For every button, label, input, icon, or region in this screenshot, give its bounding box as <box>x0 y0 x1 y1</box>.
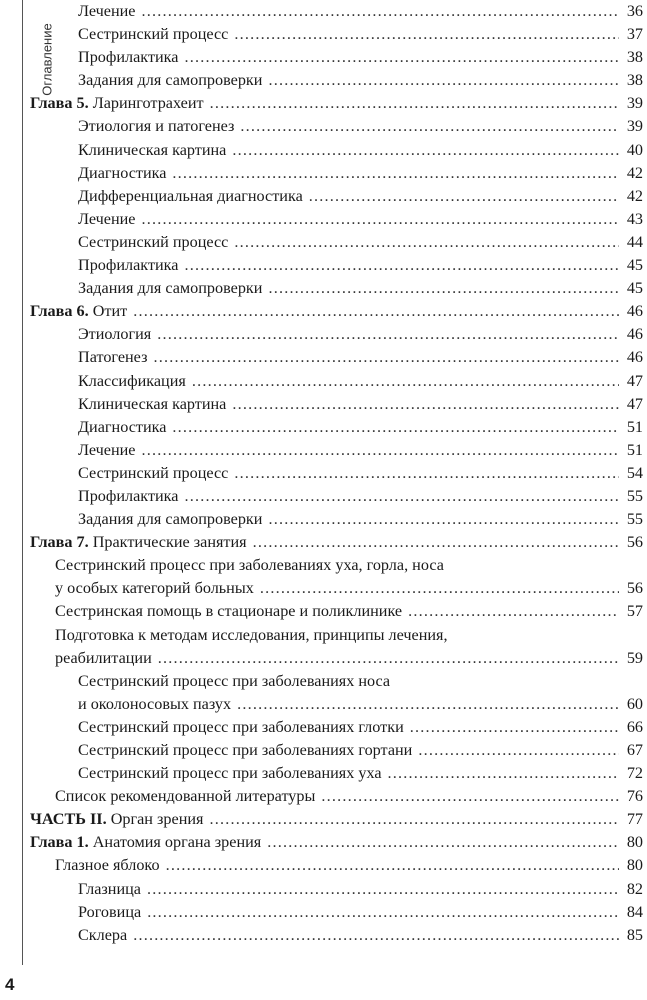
dot-leader <box>209 808 619 831</box>
toc-entry-title <box>30 831 261 854</box>
toc-entry[interactable] <box>30 277 643 300</box>
toc-page-number: 42 <box>626 163 643 182</box>
toc-entry[interactable] <box>30 508 643 531</box>
toc-page-number: 51 <box>626 440 643 459</box>
dot-leader <box>260 577 619 600</box>
toc-entry-title <box>30 531 247 554</box>
toc-entry-text: реабилитации <box>55 648 152 667</box>
toc-entry-title <box>78 924 127 947</box>
toc-page-number: 56 <box>626 533 643 552</box>
toc-entry-text: Сестринский процесс при заболеваниях уха, горла, носа <box>55 556 444 575</box>
dot-leader <box>234 462 619 485</box>
toc-page-number: 60 <box>626 694 643 713</box>
toc-entry[interactable] <box>30 854 643 877</box>
toc-entry-title <box>78 323 151 346</box>
toc-entry-title <box>55 854 160 877</box>
toc-entry[interactable] <box>30 69 643 92</box>
toc-entry-title <box>30 300 127 323</box>
toc-entry[interactable] <box>30 878 643 901</box>
toc-entry-text: Задания для самопроверки <box>78 279 263 298</box>
toc-entry-title <box>78 508 262 531</box>
dot-leader <box>192 370 619 393</box>
toc-entry-title <box>78 693 231 716</box>
toc-entry-text: Задания для самопроверки <box>78 71 263 90</box>
toc-page-number: 76 <box>626 787 643 806</box>
toc-entry-title <box>78 762 382 785</box>
toc-entry-title <box>55 624 448 647</box>
toc-entry-text: Глазница <box>78 879 141 898</box>
dot-leader <box>253 531 619 554</box>
toc-entry-text: Диагностика <box>78 417 167 436</box>
dot-leader <box>158 647 619 670</box>
toc-entry-text: Сестринская помощь в стационаре и поликлинике <box>55 602 403 621</box>
dot-leader <box>234 231 619 254</box>
toc-page-number: 85 <box>626 925 643 944</box>
toc-page-number: 42 <box>626 186 643 205</box>
toc-page-number: 36 <box>626 2 643 20</box>
toc-entry[interactable] <box>30 693 643 716</box>
dot-leader <box>237 693 619 716</box>
toc-entry-text: Сестринский процесс при заболеваниях уха <box>78 764 382 783</box>
toc-entry[interactable] <box>30 416 643 439</box>
toc-chapter-label: Глава 6. <box>30 302 89 321</box>
toc-entry[interactable] <box>30 0 643 23</box>
toc-entry-title <box>78 878 141 901</box>
toc-entry[interactable] <box>30 600 643 623</box>
dot-leader <box>184 485 619 508</box>
toc-page-number: 72 <box>626 764 643 783</box>
toc-page-number: 44 <box>626 232 643 251</box>
toc-entry-text: Патогенез <box>78 348 148 367</box>
toc-entry-title <box>78 670 390 693</box>
toc-page-number: 56 <box>626 579 643 598</box>
dot-leader <box>147 901 619 924</box>
dot-leader <box>142 208 620 231</box>
toc-entry[interactable] <box>30 393 643 416</box>
toc-entry[interactable] <box>30 115 643 138</box>
toc-entry-title <box>78 462 228 485</box>
toc-entry-text: Роговица <box>78 902 142 921</box>
dot-leader <box>268 508 619 531</box>
toc-page-number: 39 <box>626 117 643 136</box>
toc-page-number: 45 <box>626 279 643 298</box>
toc-entry-text: Профилактика <box>78 256 179 275</box>
toc-page-number: 66 <box>626 717 643 736</box>
dot-leader <box>172 416 619 439</box>
toc-page-number: 46 <box>626 325 643 344</box>
toc-entry-title <box>78 739 412 762</box>
toc-entry-title <box>78 115 234 138</box>
toc-entry-text: Склера <box>78 925 128 944</box>
toc-entry[interactable] <box>30 208 643 231</box>
dot-leader <box>184 254 619 277</box>
margin-rule <box>22 0 23 965</box>
toc-entry[interactable] <box>30 254 643 277</box>
toc-entry[interactable] <box>30 462 643 485</box>
toc-entry-title <box>78 0 136 23</box>
table-of-contents <box>30 0 643 947</box>
toc-entry[interactable] <box>30 739 643 762</box>
toc-entry-text: Диагностика <box>78 163 167 182</box>
dot-leader <box>321 785 619 808</box>
toc-entry-text: у особых категорий больных <box>55 579 254 598</box>
toc-entry[interactable] <box>30 624 643 647</box>
toc-entry-text: Дифференциальная диагностика <box>78 186 303 205</box>
toc-entry-title <box>30 808 203 831</box>
toc-entry-text: Сестринский процесс при заболеваниях носа <box>78 671 391 690</box>
dot-leader <box>268 69 619 92</box>
toc-entry-title <box>78 231 228 254</box>
dot-leader <box>166 854 619 877</box>
toc-entry[interactable] <box>30 439 643 462</box>
dot-leader <box>408 600 619 623</box>
toc-entry-title <box>55 577 254 600</box>
toc-entry[interactable] <box>30 162 643 185</box>
toc-entry[interactable] <box>30 531 643 554</box>
toc-page-number: 80 <box>626 856 643 875</box>
dot-leader <box>388 762 619 785</box>
toc-page-number: 38 <box>626 48 643 67</box>
toc-entry-text: Сестринский процесс <box>78 25 229 44</box>
dot-leader <box>232 139 619 162</box>
toc-entry-title <box>55 554 444 577</box>
toc-entry[interactable] <box>30 785 643 808</box>
toc-page-number: 40 <box>626 140 643 159</box>
toc-entry[interactable] <box>30 647 643 670</box>
toc-page-number: 39 <box>626 94 643 113</box>
toc-page-number: 47 <box>626 394 643 413</box>
toc-entry-text: Сестринский процесс при заболеваниях гортани <box>78 741 413 759</box>
dot-leader <box>133 924 619 947</box>
toc-page-number: 55 <box>626 486 643 505</box>
toc-entry-text: Анатомия органа зрения <box>88 833 262 852</box>
toc-entry[interactable] <box>30 370 643 393</box>
toc-entry-text: Классификация <box>78 371 186 390</box>
toc-entry-text: Этиология <box>78 325 152 344</box>
toc-entry[interactable] <box>30 831 643 854</box>
toc-page-number: 47 <box>626 371 643 390</box>
toc-entry-text: Сестринский процесс при заболеваниях глотки <box>78 717 404 736</box>
toc-chapter-label: Глава 5. <box>30 94 89 113</box>
toc-entry-title <box>55 785 315 808</box>
toc-entry-title <box>78 208 136 231</box>
dot-leader <box>133 300 619 323</box>
toc-page-number: 38 <box>626 71 643 90</box>
toc-entry-title <box>78 46 178 69</box>
toc-entry-title <box>78 162 166 185</box>
toc-page-number: 55 <box>626 510 643 529</box>
toc-entry-title <box>78 23 228 46</box>
toc-entry-text: Профилактика <box>78 486 179 505</box>
dot-leader <box>142 0 620 23</box>
toc-entry-text: Сестринский процесс <box>78 232 229 251</box>
toc-entry-title <box>78 254 178 277</box>
toc-page-number: 54 <box>626 463 643 482</box>
toc-page-number: 80 <box>626 833 643 852</box>
dot-leader <box>172 162 619 185</box>
toc-entry-text: Задания для самопроверки <box>78 510 263 529</box>
toc-entry-text: Лечение <box>78 2 136 20</box>
toc-page-number: 46 <box>626 348 643 367</box>
toc-entry[interactable] <box>30 92 643 115</box>
toc-entry[interactable] <box>30 808 643 831</box>
dot-leader <box>234 23 619 46</box>
dot-leader <box>157 323 619 346</box>
dot-leader <box>240 115 619 138</box>
toc-entry[interactable] <box>30 924 643 947</box>
toc-entry-text: Этиология и патогенез <box>78 117 235 136</box>
toc-entry-text: Сестринский процесс <box>78 463 229 482</box>
toc-entry[interactable] <box>30 46 643 69</box>
toc-page-number: 46 <box>626 302 643 321</box>
toc-entry[interactable] <box>30 716 643 739</box>
toc-entry[interactable] <box>30 300 643 323</box>
toc-chapter-label: ЧАСТЬ II. <box>30 810 107 829</box>
toc-entry-text: Профилактика <box>78 48 179 67</box>
toc-entry-title <box>78 346 147 369</box>
toc-entry[interactable] <box>30 185 643 208</box>
dot-leader <box>232 393 619 416</box>
dot-leader <box>184 46 619 69</box>
toc-entry[interactable] <box>30 231 643 254</box>
dot-leader <box>268 277 619 300</box>
toc-entry[interactable] <box>30 139 643 162</box>
toc-entry-text: Отит <box>88 302 128 321</box>
toc-entry-text: Клиническая картина <box>78 140 227 159</box>
toc-chapter-label: Глава 7. <box>30 533 89 552</box>
toc-entry[interactable] <box>30 554 643 577</box>
toc-entry-title <box>78 370 186 393</box>
dot-leader <box>267 831 619 854</box>
toc-page-number: 67 <box>626 741 643 759</box>
toc-entry[interactable] <box>30 577 643 600</box>
toc-entry-title <box>78 393 226 416</box>
toc-entry-title <box>55 600 402 623</box>
dot-leader <box>418 739 619 762</box>
dot-leader <box>210 92 619 115</box>
toc-page-number: 45 <box>626 256 643 275</box>
toc-page-number: 82 <box>626 879 643 898</box>
toc-page-number: 43 <box>626 209 643 228</box>
page-number: 4 <box>5 975 15 994</box>
toc-entry[interactable] <box>30 23 643 46</box>
toc-entry-title <box>30 92 204 115</box>
dot-leader <box>410 716 619 739</box>
toc-entry-title <box>78 277 262 300</box>
toc-chapter-label: Глава 1. <box>30 833 89 852</box>
dot-leader <box>309 185 619 208</box>
toc-entry-title <box>55 647 152 670</box>
toc-entry-text: Орган зрения <box>106 810 204 829</box>
toc-entry-title <box>78 439 136 462</box>
toc-entry-text: Список рекомендованной литературы <box>55 787 316 806</box>
toc-entry-text: и околоносовых пазух <box>78 694 232 713</box>
toc-entry[interactable] <box>30 346 643 369</box>
toc-page-number: 37 <box>626 25 643 44</box>
toc-page-number: 57 <box>626 602 643 621</box>
toc-entry[interactable] <box>30 762 643 785</box>
running-header: Оглавление <box>39 23 55 96</box>
toc-page-number: 84 <box>626 902 643 921</box>
toc-entry-text: Лечение <box>78 440 136 459</box>
toc-entry-title <box>78 485 178 508</box>
dot-leader <box>147 878 619 901</box>
toc-entry-text: Клиническая картина <box>78 394 227 413</box>
toc-entry-text: Практические занятия <box>88 533 247 552</box>
toc-entry-title <box>78 901 141 924</box>
toc-page-number: 59 <box>626 648 643 667</box>
toc-entry-title <box>78 716 404 739</box>
toc-entry-title <box>78 185 303 208</box>
toc-entry-title <box>78 139 226 162</box>
toc-entry[interactable] <box>30 323 643 346</box>
toc-entry-title <box>78 416 166 439</box>
toc-entry-text: Лечение <box>78 209 136 228</box>
toc-entry-text: Ларинготрахеит <box>88 94 204 113</box>
toc-entry[interactable] <box>30 901 643 924</box>
toc-page-number: 77 <box>626 810 643 829</box>
toc-page-number: 51 <box>626 417 643 436</box>
toc-entry-text: Подготовка к методам исследования, принципы лечения, <box>55 625 448 644</box>
dot-leader <box>142 439 620 462</box>
toc-entry-title <box>78 69 262 92</box>
dot-leader <box>153 346 619 369</box>
toc-entry[interactable] <box>30 670 643 693</box>
toc-entry[interactable] <box>30 485 643 508</box>
toc-entry-text: Глазное яблоко <box>55 856 160 875</box>
